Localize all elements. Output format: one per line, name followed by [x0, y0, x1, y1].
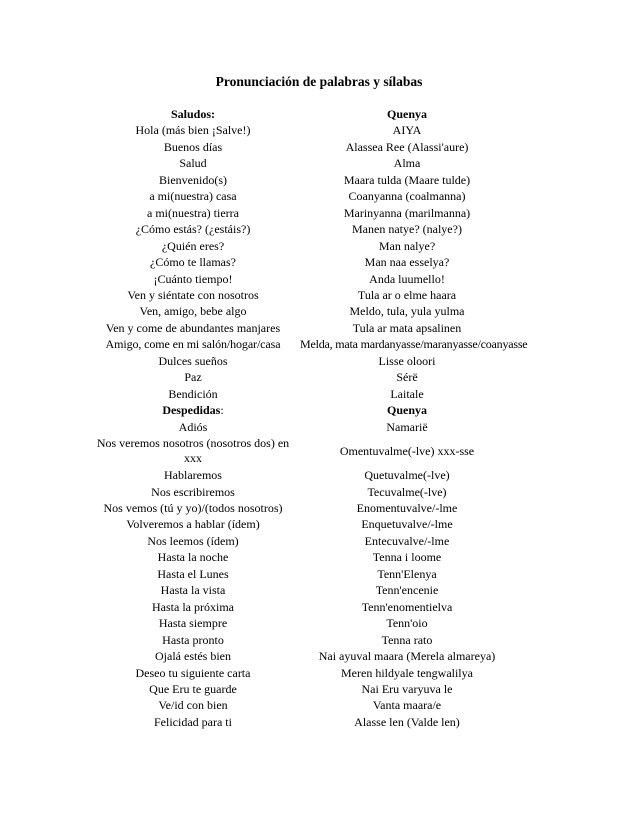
farewells-header-label: Despedidas: [162, 403, 221, 418]
table-row: [88, 353, 514, 369]
quenya-phrase: Tula ar mata apsalinen: [352, 320, 462, 335]
table-row: [88, 435, 514, 467]
table-row: [88, 648, 514, 664]
quenya-phrase: Alasse len (Valde len): [354, 714, 460, 729]
greetings-header-row: [88, 106, 514, 122]
quenya-phrase: Enquetuvalve/-lme: [361, 517, 453, 532]
spanish-phrase: Hasta pronto: [162, 632, 224, 647]
spanish-phrase: Nos leemos (ídem): [147, 533, 239, 548]
quenya-phrase: Enomentuvalve/-lme: [356, 500, 458, 515]
spanish-phrase: Hola (más bien ¡Salve!): [135, 123, 251, 138]
spanish-phrase: Ven, amigo, bebe algo: [139, 304, 247, 319]
spanish-phrase: Amigo, come en mi salón/hogar/casa: [105, 337, 281, 352]
spanish-phrase: Nos veremos nosotros (nosotros dos) en xxx: [96, 436, 290, 466]
spanish-phrase: ¿Quién eres?: [161, 238, 225, 253]
spanish-phrase: Hasta la vista: [160, 583, 226, 598]
spanish-phrase: Ojalá estés bien: [155, 649, 231, 664]
spanish-phrase: Hasta la próxima: [152, 599, 234, 614]
spanish-phrase: Ve/id con bien: [158, 698, 228, 713]
table-row: [88, 500, 514, 516]
quenya-phrase: Anda luumello!: [369, 271, 445, 286]
table-row: [88, 665, 514, 681]
table-row: [88, 172, 514, 188]
table-row: [88, 336, 514, 352]
table-row: [88, 303, 514, 319]
greetings-header-quenya: Quenya: [386, 107, 427, 121]
spanish-phrase: Felicidad para ti: [154, 714, 232, 729]
quenya-phrase: Tenna i loome: [372, 550, 442, 565]
table-row: [88, 122, 514, 138]
quenya-phrase: Vanta maara/e: [372, 698, 442, 713]
table-row: [88, 155, 514, 171]
spanish-phrase: Hasta el Lunes: [157, 566, 229, 581]
quenya-phrase: Tenn'Elenya: [377, 566, 437, 581]
spanish-phrase: Bienvenido(s): [159, 172, 227, 187]
table-row: [88, 615, 514, 631]
table-row: [88, 419, 514, 435]
quenya-phrase: AIYA: [392, 123, 422, 138]
spanish-phrase: Buenos días: [163, 139, 223, 154]
table-row: [88, 221, 514, 237]
table-row: [88, 320, 514, 336]
table-row: [88, 632, 514, 648]
table-row: [88, 287, 514, 303]
spanish-phrase: Que Eru te guarde: [149, 681, 237, 696]
table-row: [88, 467, 514, 483]
quenya-phrase: Sérë: [396, 370, 418, 385]
table-row: [88, 139, 514, 155]
quenya-phrase: Coanyanna (coalmanna): [348, 189, 466, 204]
quenya-phrase: Tenn'encenie: [375, 583, 439, 598]
quenya-phrase: Meren hildyale tengwalilya: [341, 665, 473, 680]
table-row: [88, 566, 514, 582]
spanish-phrase: Volveremos a hablar (ídem): [126, 517, 260, 532]
spanish-phrase: Paz: [184, 370, 202, 385]
spanish-phrase: Salud: [179, 156, 207, 171]
quenya-phrase: Manen natye? (nalye?): [352, 222, 462, 237]
farewells-header-quenya: Quenya: [386, 403, 427, 418]
table-row: [88, 254, 514, 270]
spanish-phrase: ¡Cuánto tiempo!: [153, 271, 233, 286]
spanish-phrase: Ven y siéntate con nosotros: [127, 287, 259, 302]
farewells-header-row: [88, 402, 514, 418]
vocabulary-table: [88, 106, 528, 730]
quenya-phrase: Entecuvalve/-lme: [364, 533, 450, 548]
spanish-phrase: Ven y come de abundantes manjares: [105, 320, 281, 335]
table-row: [88, 271, 514, 287]
quenya-phrase: Tenn'oio: [386, 616, 428, 631]
table-row: [88, 599, 514, 615]
page-title: Pronunciación de palabras y sílabas: [215, 74, 423, 89]
spanish-phrase: Nos escribiremos: [151, 484, 235, 499]
spanish-phrase: Hablaremos: [164, 468, 222, 483]
spanish-phrase: Nos vemos (tú y yo)/(todos nosotros): [103, 500, 283, 515]
quenya-phrase: Marinyanna (marilmanna): [343, 205, 471, 220]
table-row: [88, 714, 514, 730]
table-row: [88, 205, 514, 221]
table-row: [88, 238, 514, 254]
quenya-phrase: Melda, mata mardanyasse/maranyasse/coanyasse: [300, 337, 528, 352]
quenya-phrase: Man naa esselya?: [364, 255, 450, 270]
table-row: [88, 582, 514, 598]
spanish-phrase: a mi(nuestra) casa: [149, 189, 237, 204]
quenya-phrase: Nai ayuval maara (Merela almareya): [318, 649, 496, 664]
spanish-phrase: Dulces sueños: [158, 353, 228, 368]
quenya-phrase: Lisse oloori: [378, 353, 436, 368]
quenya-phrase: Tula ar o elme haara: [357, 287, 457, 302]
spanish-phrase: ¿Cómo estás? (¿estáis?): [135, 222, 251, 237]
vocabulary-table-body: [88, 106, 528, 730]
quenya-phrase: Tenna rato: [381, 632, 433, 647]
quenya-phrase: Namarië: [386, 419, 428, 434]
farewells-header-spanish: [88, 402, 300, 418]
spanish-phrase: Bendición: [168, 386, 218, 401]
quenya-phrase: Tecuvalme(-lve): [367, 484, 447, 499]
table-row: [88, 681, 514, 697]
quenya-phrase: Maara tulda (Maare tulde): [343, 172, 471, 187]
quenya-phrase: Meldo, tula, yula yulma: [349, 304, 465, 319]
table-row: [88, 188, 514, 204]
table-row: [88, 484, 514, 500]
spanish-phrase: Hasta siempre: [158, 616, 228, 631]
table-row: [88, 369, 514, 385]
quenya-phrase: Nai Eru varyuva le: [361, 681, 453, 696]
table-row: [88, 533, 514, 549]
quenya-phrase: Quetuvalme(-lve): [364, 468, 450, 483]
greetings-header-spanish: Saludos:: [170, 107, 216, 121]
quenya-phrase: Alassea Ree (Alassi'aure): [345, 139, 469, 154]
spanish-phrase: Deseo tu siguiente carta: [135, 665, 251, 680]
quenya-phrase: Alma: [393, 156, 421, 171]
spanish-phrase: a mi(nuestra) tierra: [147, 205, 239, 220]
table-row: [88, 549, 514, 565]
farewells-header-colon: :: [220, 403, 224, 418]
table-row: [88, 697, 514, 713]
spanish-phrase: Hasta la noche: [157, 550, 229, 565]
quenya-phrase: Omentuvalme(-lve) xxx-sse: [339, 443, 475, 458]
quenya-phrase: Tenn'enomentielva: [361, 599, 453, 614]
quenya-phrase: Laitale: [390, 386, 424, 401]
spanish-phrase: ¿Cómo te llamas?: [150, 255, 236, 270]
table-row: [88, 386, 514, 402]
table-row: [88, 516, 514, 532]
quenya-phrase: Man nalye?: [378, 238, 436, 253]
spanish-phrase: Adiós: [178, 419, 208, 434]
